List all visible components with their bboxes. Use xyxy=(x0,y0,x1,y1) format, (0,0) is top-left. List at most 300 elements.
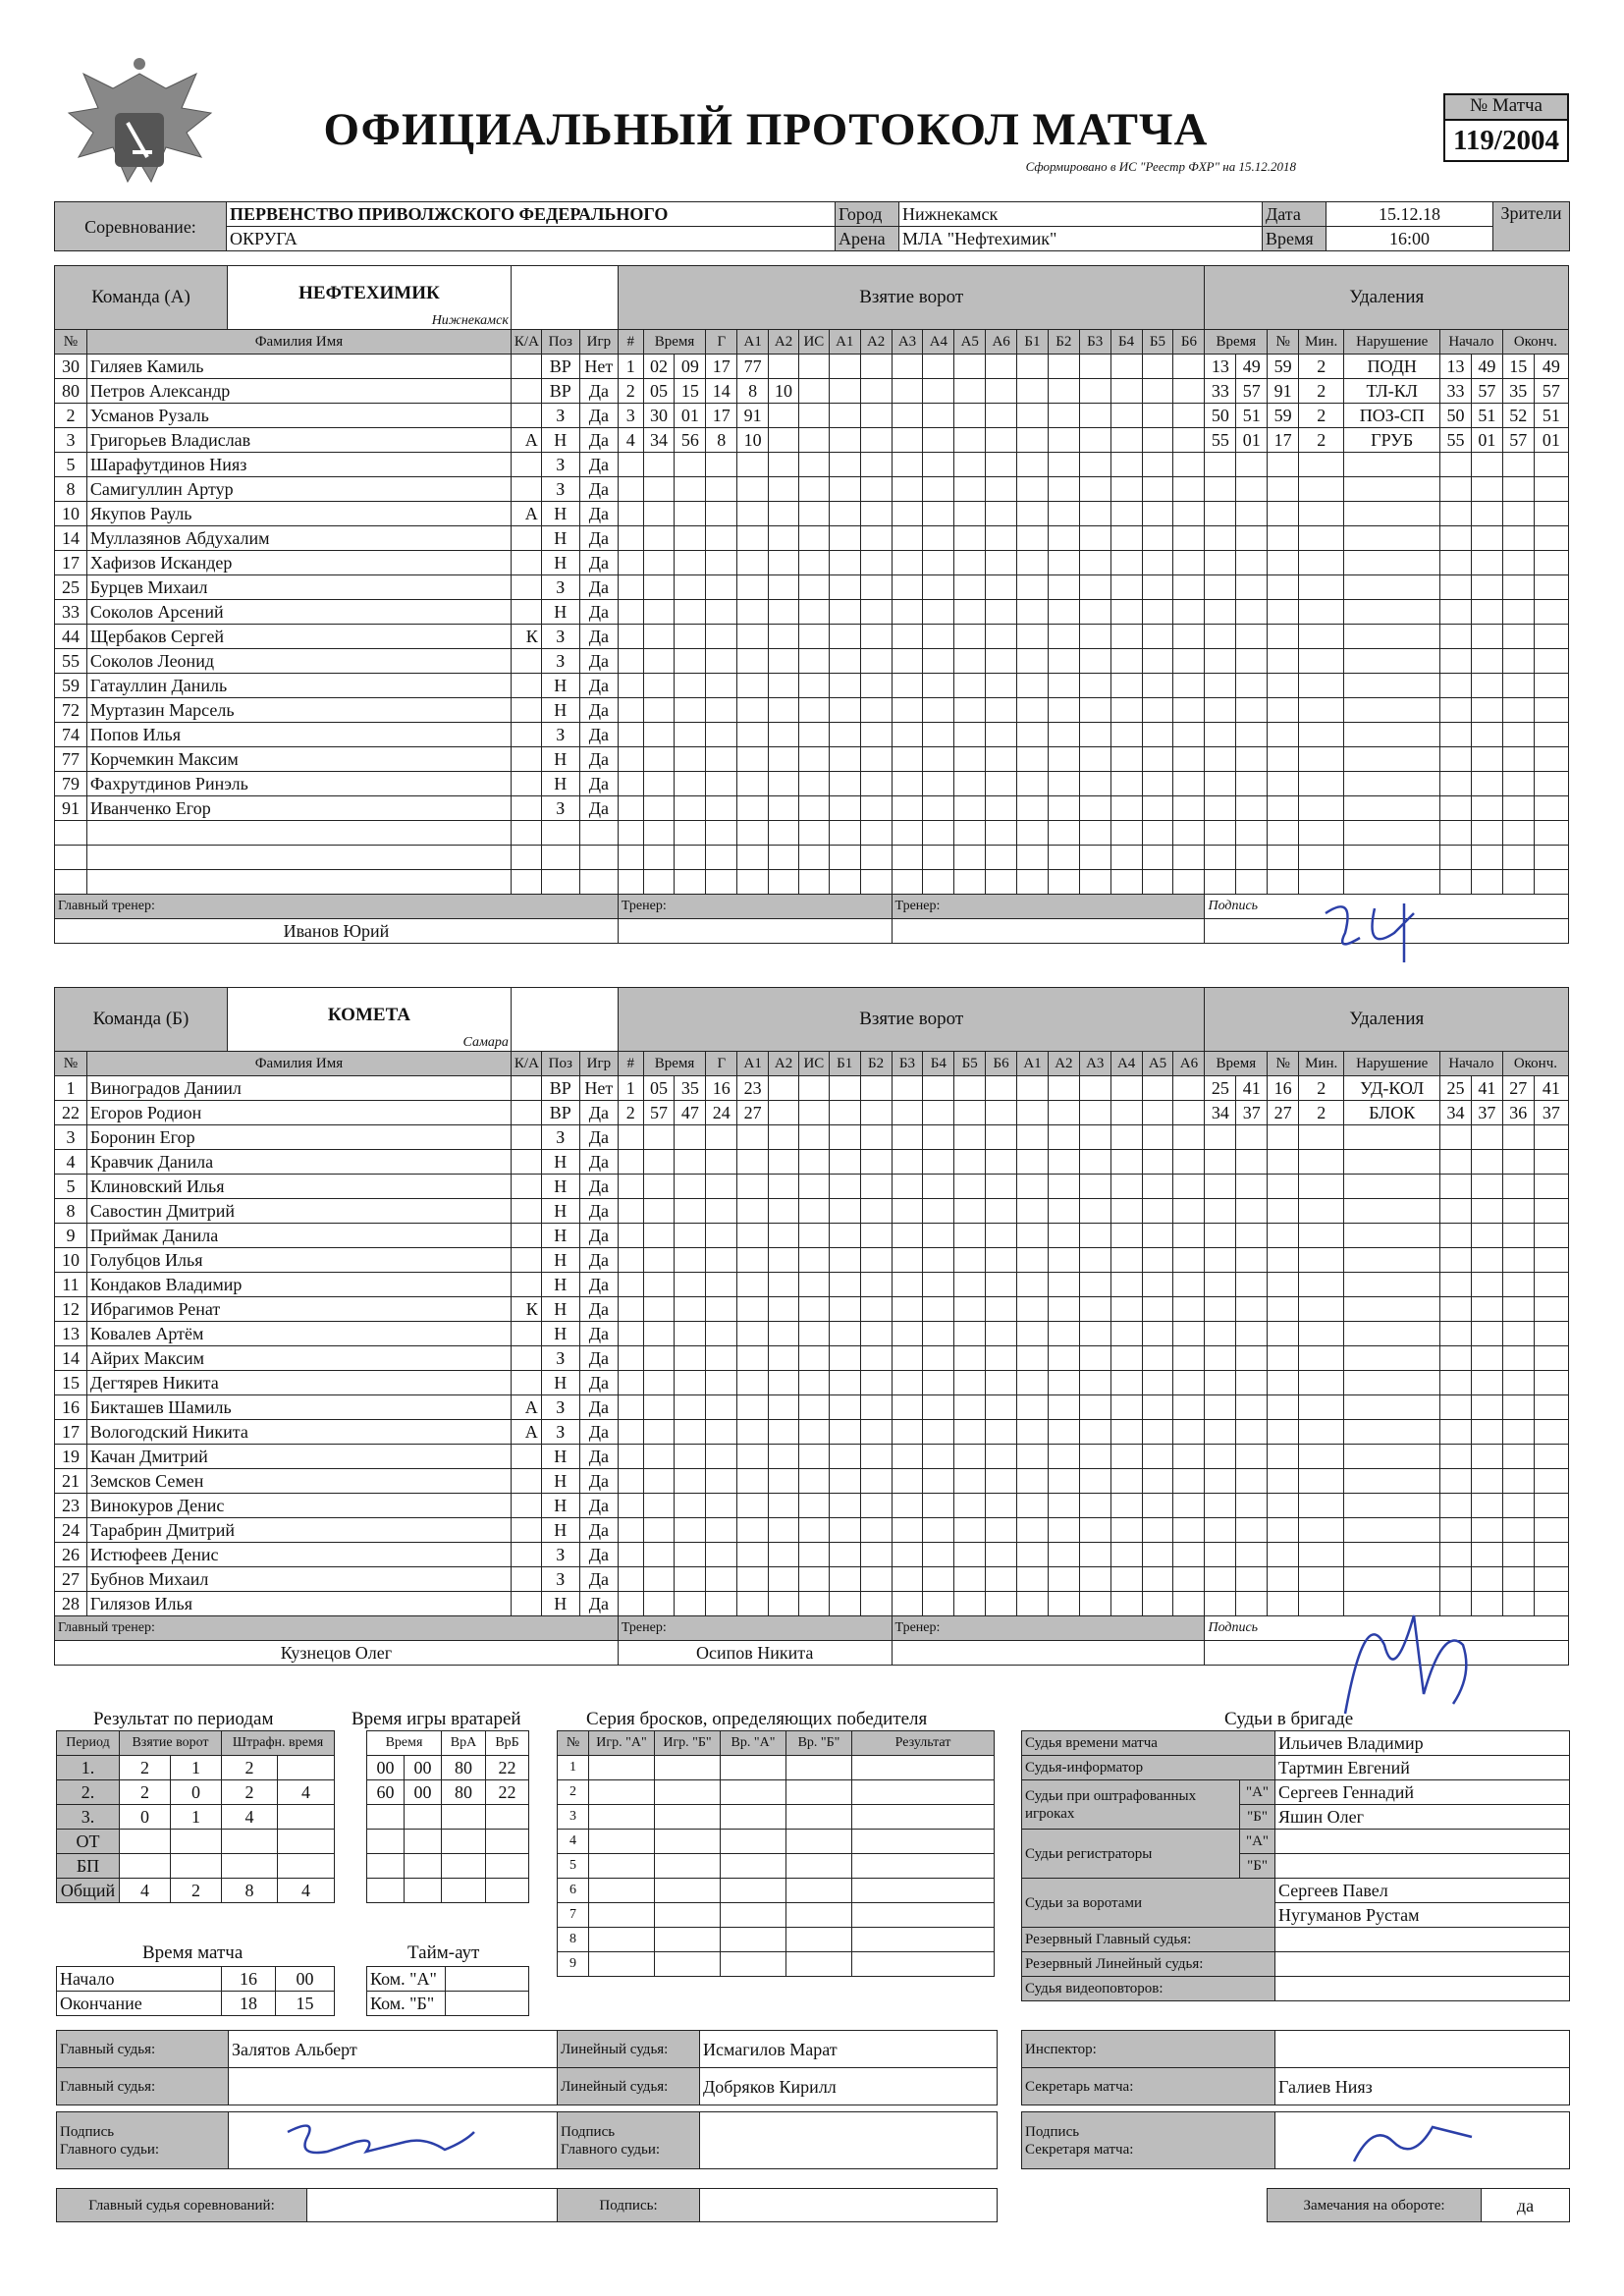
goal-index xyxy=(618,1224,643,1248)
player-number: 24 xyxy=(55,1518,87,1543)
goal-assist-1 xyxy=(737,747,769,772)
goal-assist-2 xyxy=(769,1199,799,1224)
period-row xyxy=(57,1830,335,1854)
pen-violation xyxy=(1344,1445,1440,1469)
pen-start-min xyxy=(1440,1199,1472,1224)
player-number: 21 xyxy=(55,1469,87,1494)
player-position: Н xyxy=(541,1150,579,1175)
shootout-row xyxy=(558,1805,995,1830)
goal-min xyxy=(643,477,675,502)
pen-violation xyxy=(1344,1346,1440,1371)
player-played: Да xyxy=(579,1445,618,1469)
competition-line1: ПЕРВЕНСТВО ПРИВОЛЖСКОГО ФЕДЕРАЛЬНОГО xyxy=(227,202,836,227)
referees-table xyxy=(1021,1730,1570,2001)
goal-min xyxy=(643,1322,675,1346)
team_a-coach-2 xyxy=(892,919,1205,944)
player-ka xyxy=(511,355,541,379)
player-ka xyxy=(511,1322,541,1346)
pen-player xyxy=(1268,1469,1299,1494)
goalie-min: 60 xyxy=(367,1780,405,1805)
player-ka xyxy=(511,1543,541,1567)
pen-end-sec xyxy=(1534,625,1568,649)
goal-assist-1 xyxy=(737,1224,769,1248)
goal-min xyxy=(643,1543,675,1567)
player-played: Да xyxy=(579,1322,618,1346)
goal-ref-2: Нугуманов Рустам xyxy=(1275,1903,1570,1928)
pen-start-min: 55 xyxy=(1440,428,1472,453)
pen-start-sec xyxy=(1471,1322,1502,1346)
player-ka xyxy=(511,821,541,846)
pen-sec xyxy=(1236,1518,1268,1543)
goal-min xyxy=(643,1175,675,1199)
referees-title: Судьи в бригаде xyxy=(1224,1709,1354,1729)
pen-violation xyxy=(1344,575,1440,600)
goal-min xyxy=(643,1494,675,1518)
player-played: Да xyxy=(579,428,618,453)
player-played: Да xyxy=(579,674,618,698)
player-number: 4 xyxy=(55,1150,87,1175)
pen-player xyxy=(1268,796,1299,821)
pen-min: 25 xyxy=(1205,1076,1236,1101)
goalie-sec xyxy=(405,1879,442,1903)
team_a-coach-label-2: Тренер: xyxy=(892,895,1205,919)
pen-min xyxy=(1205,1469,1236,1494)
player-position: Н xyxy=(541,600,579,625)
pen-start-min xyxy=(1440,796,1472,821)
pen-violation: УД-КОЛ xyxy=(1344,1076,1440,1101)
shootout-index: 7 xyxy=(558,1903,589,1928)
pen-violation xyxy=(1344,600,1440,625)
player-ka xyxy=(511,1101,541,1125)
player-name: Клиновский Илья xyxy=(86,1175,511,1199)
player-row xyxy=(55,1273,1569,1297)
player-name: Муртазин Марсель xyxy=(86,698,511,723)
goal-min xyxy=(643,821,675,846)
pen-sec xyxy=(1236,1543,1268,1567)
goal-index: 1 xyxy=(618,1076,643,1101)
goal-sec xyxy=(675,1199,706,1224)
pen-end-min xyxy=(1502,600,1534,625)
pen-end-sec: 41 xyxy=(1534,1076,1568,1101)
pen-sec: 37 xyxy=(1236,1101,1268,1125)
player-position: Н xyxy=(541,698,579,723)
pen-end-sec xyxy=(1534,1224,1568,1248)
team_b-head-coach: Кузнецов Олег xyxy=(55,1641,619,1666)
player-ka xyxy=(511,747,541,772)
goal-assist-2 xyxy=(769,1224,799,1248)
pen-start-min xyxy=(1440,453,1472,477)
pen-start-sec: 57 xyxy=(1471,379,1502,404)
player-position: З xyxy=(541,796,579,821)
goal-index xyxy=(618,1592,643,1616)
team_b-penalties-header: Удаления xyxy=(1205,988,1569,1052)
player-row xyxy=(55,1101,1569,1125)
player-name: Якупов Рауль xyxy=(86,502,511,526)
goal-assist-1 xyxy=(737,502,769,526)
pen-sec: 57 xyxy=(1236,379,1268,404)
goal-min: 57 xyxy=(643,1101,675,1125)
goal-sec xyxy=(675,1420,706,1445)
goal-assist-2 xyxy=(769,1076,799,1101)
goal-index xyxy=(618,1248,643,1273)
goalie-b xyxy=(486,1879,529,1903)
goal-min xyxy=(643,846,675,870)
goal-sec: 09 xyxy=(675,355,706,379)
player-row xyxy=(55,1469,1569,1494)
goal-scorer xyxy=(706,575,737,600)
goal-sec xyxy=(675,796,706,821)
goal-assist-1: 8 xyxy=(737,379,769,404)
pen-min xyxy=(1205,1371,1236,1395)
goalie-a xyxy=(442,1830,486,1854)
pen-start-min xyxy=(1440,1248,1472,1273)
player-position: З xyxy=(541,1567,579,1592)
player-number: 28 xyxy=(55,1592,87,1616)
pen-end-min xyxy=(1502,1395,1534,1420)
pen-minutes xyxy=(1299,575,1344,600)
goal-assist-2 xyxy=(769,575,799,600)
player-number: 2 xyxy=(55,404,87,428)
pen-player xyxy=(1268,477,1299,502)
goal-sec xyxy=(675,723,706,747)
goal-sec xyxy=(675,551,706,575)
pen-sec xyxy=(1236,1297,1268,1322)
period-pen-a xyxy=(222,1830,278,1854)
pen-start-sec xyxy=(1471,1175,1502,1199)
pen-player xyxy=(1268,846,1299,870)
goal-assist-2 xyxy=(769,1371,799,1395)
team-b-table: Команда (Б) КОМЕТА Самара Взятие ворот Удаления № Фамилия Имя К/А Поз Игр # Время Г А1 А2 ИС Б1 Б2 Б3 Б4 Б5 Б6 А1 А2 А3 А4 А5 А6 Время № Мин. Нарушение Начало Оконч. 1 Виноградов Даниил ВР Нет 1 05 35 16 23 25 41 16 2 УД-КОЛ 25 41 27 41 22 Егоров Родион ВР Да 2 57 47 24 27 34 37 27 2 БЛОК 34 37 36 37 3 Боронин Егор З Да 4 Кравчик Данила Н Да 5 Клиновский Илья Н Да 8 Савостин Дмитрий Н Да 9 Приймак Данила Н Да 10 Голубцов Илья Н Да 11 Кондаков Владимир Н Да 12 Ибрагимов Ренат К Н Да 13 Ковалев Артём Н Да 14 Айрих Максим З Да 15 Дегтярев Никита Н Да 16 Бикташев Шамиль А З Да 17 Вологодский Никита А З Да 19 Качан Дмитрий Н Да 21 Земсков Семен Н Да 23 Винокуров Денис Н Да 24 Тарабрин Дмитрий Н Да 26 Истюфеев Денис З Да 27 Бубнов Михаил З Да 28 Гилязов Илья Н Да Главный тренер: Тренер: Тренер: Подпись Кузнецов Олег Осипов Никита xyxy=(54,987,1569,1666)
page-title: ОФИЦИАЛЬНЫЙ ПРОТОКОЛ МАТЧА xyxy=(323,104,1209,155)
player-name: Фахрутдинов Ринэль xyxy=(86,772,511,796)
goal-index xyxy=(618,1543,643,1567)
pen-start-min xyxy=(1440,674,1472,698)
player-number: 59 xyxy=(55,674,87,698)
inspector-table xyxy=(1021,2030,1570,2105)
chief-ref-label: Главный судья соревнований: xyxy=(57,2189,307,2222)
pen-start-sec xyxy=(1471,821,1502,846)
pen-sec xyxy=(1236,477,1268,502)
goal-index xyxy=(618,1420,643,1445)
pen-violation xyxy=(1344,1150,1440,1175)
pen-player xyxy=(1268,453,1299,477)
pen-end-min xyxy=(1502,477,1534,502)
pen-end-min xyxy=(1502,1224,1534,1248)
player-row xyxy=(55,428,1569,453)
player-ka xyxy=(511,846,541,870)
pen-violation xyxy=(1344,846,1440,870)
player-number: 16 xyxy=(55,1395,87,1420)
player-row xyxy=(55,600,1569,625)
shootout-row xyxy=(558,1928,995,1952)
goal-index xyxy=(618,551,643,575)
player-played: Да xyxy=(579,723,618,747)
main-ref-signature-table xyxy=(56,2111,998,2169)
player-played: Нет xyxy=(579,355,618,379)
pen-player xyxy=(1268,747,1299,772)
player-played: Да xyxy=(579,1592,618,1616)
goal-assist-1 xyxy=(737,1445,769,1469)
pen-minutes xyxy=(1299,1175,1344,1199)
period-row xyxy=(57,1805,335,1830)
periods-table xyxy=(56,1730,335,1903)
match-info-table xyxy=(54,201,1570,251)
goal-assist-1 xyxy=(737,870,769,895)
goal-assist-2 xyxy=(769,1297,799,1322)
player-played: Да xyxy=(579,1543,618,1567)
period-pen-b xyxy=(278,1805,335,1830)
goal-assist-2 xyxy=(769,674,799,698)
player-played: Да xyxy=(579,698,618,723)
player-played: Да xyxy=(579,1518,618,1543)
pen-end-sec xyxy=(1534,575,1568,600)
player-ka xyxy=(511,649,541,674)
pen-min xyxy=(1205,625,1236,649)
team_b-coach-label-2: Тренер: xyxy=(892,1616,1205,1641)
timeout-b-label: Ком. "Б" xyxy=(367,1992,446,2016)
player-row xyxy=(55,674,1569,698)
pen-player xyxy=(1268,1273,1299,1297)
player-row xyxy=(55,1445,1569,1469)
period-pen-a xyxy=(222,1854,278,1879)
inspector-value xyxy=(1275,2031,1570,2068)
goal-min xyxy=(643,1273,675,1297)
shootout-row xyxy=(558,1903,995,1928)
player-number: 19 xyxy=(55,1445,87,1469)
player-row xyxy=(55,379,1569,404)
pen-end-min xyxy=(1502,821,1534,846)
player-played: Да xyxy=(579,526,618,551)
goal-index xyxy=(618,698,643,723)
pen-min xyxy=(1205,674,1236,698)
shootout-index: 5 xyxy=(558,1854,589,1879)
pen-start-sec xyxy=(1471,1199,1502,1224)
pen-sec xyxy=(1236,625,1268,649)
goal-index xyxy=(618,747,643,772)
player-ka xyxy=(511,551,541,575)
player-position: Н xyxy=(541,1518,579,1543)
sig-sec-label-2: Секретаря матча: xyxy=(1025,2141,1134,2158)
pen-min xyxy=(1205,698,1236,723)
pen-violation xyxy=(1344,1322,1440,1346)
pen-end-min xyxy=(1502,846,1534,870)
player-name: Айрих Максим xyxy=(86,1346,511,1371)
period-row xyxy=(57,1854,335,1879)
goalie-min: 00 xyxy=(367,1756,405,1780)
pen-player: 91 xyxy=(1268,379,1299,404)
goal-assist-2 xyxy=(769,1346,799,1371)
player-row xyxy=(55,477,1569,502)
player-name: Усманов Рузаль xyxy=(86,404,511,428)
player-row xyxy=(55,1543,1569,1567)
player-name: Бикташев Шамиль xyxy=(86,1395,511,1420)
player-ka xyxy=(511,526,541,551)
pen-violation xyxy=(1344,1371,1440,1395)
pen-start-min xyxy=(1440,1395,1472,1420)
goal-sec xyxy=(675,1150,706,1175)
goal-index xyxy=(618,674,643,698)
pen-sec xyxy=(1236,526,1268,551)
player-played: Да xyxy=(579,1420,618,1445)
sig-sec-label-1: Подпись xyxy=(1025,2123,1080,2140)
goal-index xyxy=(618,1445,643,1469)
goal-assist-1 xyxy=(737,821,769,846)
pen-start-min xyxy=(1440,698,1472,723)
pen-sec: 51 xyxy=(1236,404,1268,428)
main-ref-label-2: Главный судья: xyxy=(57,2068,229,2105)
pen-end-sec xyxy=(1534,1395,1568,1420)
pen-minutes xyxy=(1299,1494,1344,1518)
player-played: Да xyxy=(579,625,618,649)
player-ka xyxy=(511,698,541,723)
period-pen-b xyxy=(278,1830,335,1854)
timeout-a-label: Ком. "А" xyxy=(367,1967,446,1992)
goal-scorer xyxy=(706,1469,737,1494)
goal-index xyxy=(618,772,643,796)
player-row xyxy=(55,1150,1569,1175)
pen-min xyxy=(1205,502,1236,526)
pen-start-min xyxy=(1440,1175,1472,1199)
player-row xyxy=(55,526,1569,551)
team_b-signature-label: Подпись xyxy=(1205,1616,1569,1641)
pen-end-min xyxy=(1502,1273,1534,1297)
goal-min: 05 xyxy=(643,379,675,404)
match-start-label: Начало xyxy=(57,1967,222,1992)
team_a-goals-header: Взятие ворот xyxy=(618,266,1205,330)
pen-sec xyxy=(1236,1469,1268,1494)
player-name: Егоров Родион xyxy=(86,1101,511,1125)
pen-violation xyxy=(1344,1175,1440,1199)
player-position: З xyxy=(541,625,579,649)
goal-assist-2 xyxy=(769,1494,799,1518)
pen-start-sec xyxy=(1471,600,1502,625)
player-row xyxy=(55,698,1569,723)
goal-sec xyxy=(675,870,706,895)
player-ka xyxy=(511,477,541,502)
pen-end-sec xyxy=(1534,1199,1568,1224)
pen-start-sec xyxy=(1471,1150,1502,1175)
goal-sec: 01 xyxy=(675,404,706,428)
pen-violation xyxy=(1344,723,1440,747)
pen-player: 17 xyxy=(1268,428,1299,453)
goal-assist-2: 10 xyxy=(769,379,799,404)
player-played xyxy=(579,821,618,846)
team_b-goals-header: Взятие ворот xyxy=(618,988,1205,1052)
player-ka: А xyxy=(511,1420,541,1445)
goal-index xyxy=(618,1346,643,1371)
pen-player xyxy=(1268,1543,1299,1567)
pen-end-sec xyxy=(1534,796,1568,821)
team_a-name: НЕФТЕХИМИК xyxy=(298,283,440,303)
team_b-city: Самара xyxy=(462,1035,509,1050)
penalty-refs-label: Судьи при оштрафованных игроках xyxy=(1022,1780,1240,1830)
player-row xyxy=(55,1224,1569,1248)
period-pen-header: Штрафн. время xyxy=(222,1731,335,1756)
player-row xyxy=(55,1076,1569,1101)
player-position: Н xyxy=(541,1371,579,1395)
goal-sec: 56 xyxy=(675,428,706,453)
goal-index: 3 xyxy=(618,404,643,428)
player-played: Да xyxy=(579,1395,618,1420)
period-pen-b xyxy=(278,1756,335,1780)
competition-line2: ОКРУГА xyxy=(227,227,836,251)
team-a-table: Команда (А) НЕФТЕХИМИК Нижнекамск Взятие ворот Удаления № Фамилия Имя К/А Поз Игр # Время Г А1 А2 ИС А1 А2 А3 А4 А5 А6 Б1 Б2 Б3 Б4 Б5 Б6 Время № Мин. Нарушение Начало Оконч. 30 Гиляев Камиль ВР Нет 1 02 09 17 77 13 49 59 2 ПОДН 13 49 15 49 80 Петров Александр ВР Да 2 05 15 14 8 10 33 57 91 2 ТЛ-КЛ 33 57 35 57 2 Усманов Рузаль З Да 3 30 01 17 91 50 51 59 2 ПОЗ-СП 50 51 52 51 3 Григорьев Владислав А Н Да 4 34 56 8 10 55 01 17 2 ГРУБ 55 01 57 01 5 Шарафутдинов Нияз З Да 8 Самигуллин Артур З Да 10 Якупов Рауль А Н Да 14 Муллазянов Абдухалим Н Да 17 Хафизов Искандер Н Да 25 Бурцев Михаил З Да 33 Соколов Арсений Н Да 44 Щербаков Сергей К З Да 55 Соколов Леонид З Да 59 Гатауллин Даниль Н Да 72 Муртазин Марсель Н Да 74 Попов Илья З Да 77 Корчемкин Максим Н Да 79 Фахрутдинов Ринэль Н Да 91 Иванченко Егор З Да Главный тренер: Тренер: Тренер: Подпись Иванов Юрий xyxy=(54,265,1569,944)
date-value: 15.12.18 xyxy=(1326,202,1493,227)
pen-violation xyxy=(1344,772,1440,796)
goal-index: 1 xyxy=(618,355,643,379)
goal-assist-2 xyxy=(769,1101,799,1125)
pen-violation xyxy=(1344,526,1440,551)
goal-assist-1 xyxy=(737,1567,769,1592)
goal-assist-2 xyxy=(769,796,799,821)
player-name: Качан Дмитрий xyxy=(86,1445,511,1469)
pen-player: 59 xyxy=(1268,355,1299,379)
pen-sec xyxy=(1236,575,1268,600)
goal-scorer xyxy=(706,1567,737,1592)
player-ka xyxy=(511,1494,541,1518)
goal-sec: 47 xyxy=(675,1101,706,1125)
video-ref-label: Судья видеоповторов: xyxy=(1022,1977,1275,2001)
goalie-b xyxy=(486,1854,529,1879)
team-b-signature xyxy=(1306,1586,1502,1733)
goal-assist-1 xyxy=(737,796,769,821)
pen-start-min xyxy=(1440,649,1472,674)
pen-end-min xyxy=(1502,772,1534,796)
city-label: Город xyxy=(836,202,899,227)
pen-end-min xyxy=(1502,625,1534,649)
registrar-b-marker: "Б" xyxy=(1240,1854,1275,1879)
player-played: Да xyxy=(579,575,618,600)
pen-player xyxy=(1268,1125,1299,1150)
player-row xyxy=(55,551,1569,575)
player-played: Да xyxy=(579,600,618,625)
goal-scorer: 24 xyxy=(706,1101,737,1125)
shootout-index: 3 xyxy=(558,1805,589,1830)
player-position xyxy=(541,846,579,870)
pen-minutes xyxy=(1299,1150,1344,1175)
shootout-header: Вр. "Б" xyxy=(786,1731,852,1756)
pen-min xyxy=(1205,575,1236,600)
pen-player xyxy=(1268,723,1299,747)
pen-end-sec xyxy=(1534,1273,1568,1297)
pen-minutes xyxy=(1299,502,1344,526)
player-position: З xyxy=(541,649,579,674)
pen-end-sec xyxy=(1534,747,1568,772)
pen-start-min xyxy=(1440,551,1472,575)
goal-index xyxy=(618,1273,643,1297)
shootout-header: Вр. "А" xyxy=(721,1731,786,1756)
pen-end-sec xyxy=(1534,526,1568,551)
secretary-signature xyxy=(1275,2112,1570,2169)
team_a-city: Нижнекамск xyxy=(431,313,509,328)
player-number: 77 xyxy=(55,747,87,772)
pen-minutes: 2 xyxy=(1299,355,1344,379)
pen-sec xyxy=(1236,846,1268,870)
goal-scorer xyxy=(706,1543,737,1567)
pen-minutes xyxy=(1299,453,1344,477)
player-row xyxy=(55,1395,1569,1420)
goal-sec xyxy=(675,575,706,600)
player-position: Н xyxy=(541,502,579,526)
pen-end-min xyxy=(1502,1297,1534,1322)
pen-minutes xyxy=(1299,723,1344,747)
player-number: 91 xyxy=(55,796,87,821)
goal-min xyxy=(643,1592,675,1616)
goal-refs-label: Судьи за воротами xyxy=(1022,1879,1275,1928)
player-name xyxy=(86,846,511,870)
player-position: Н xyxy=(541,526,579,551)
goal-scorer xyxy=(706,723,737,747)
